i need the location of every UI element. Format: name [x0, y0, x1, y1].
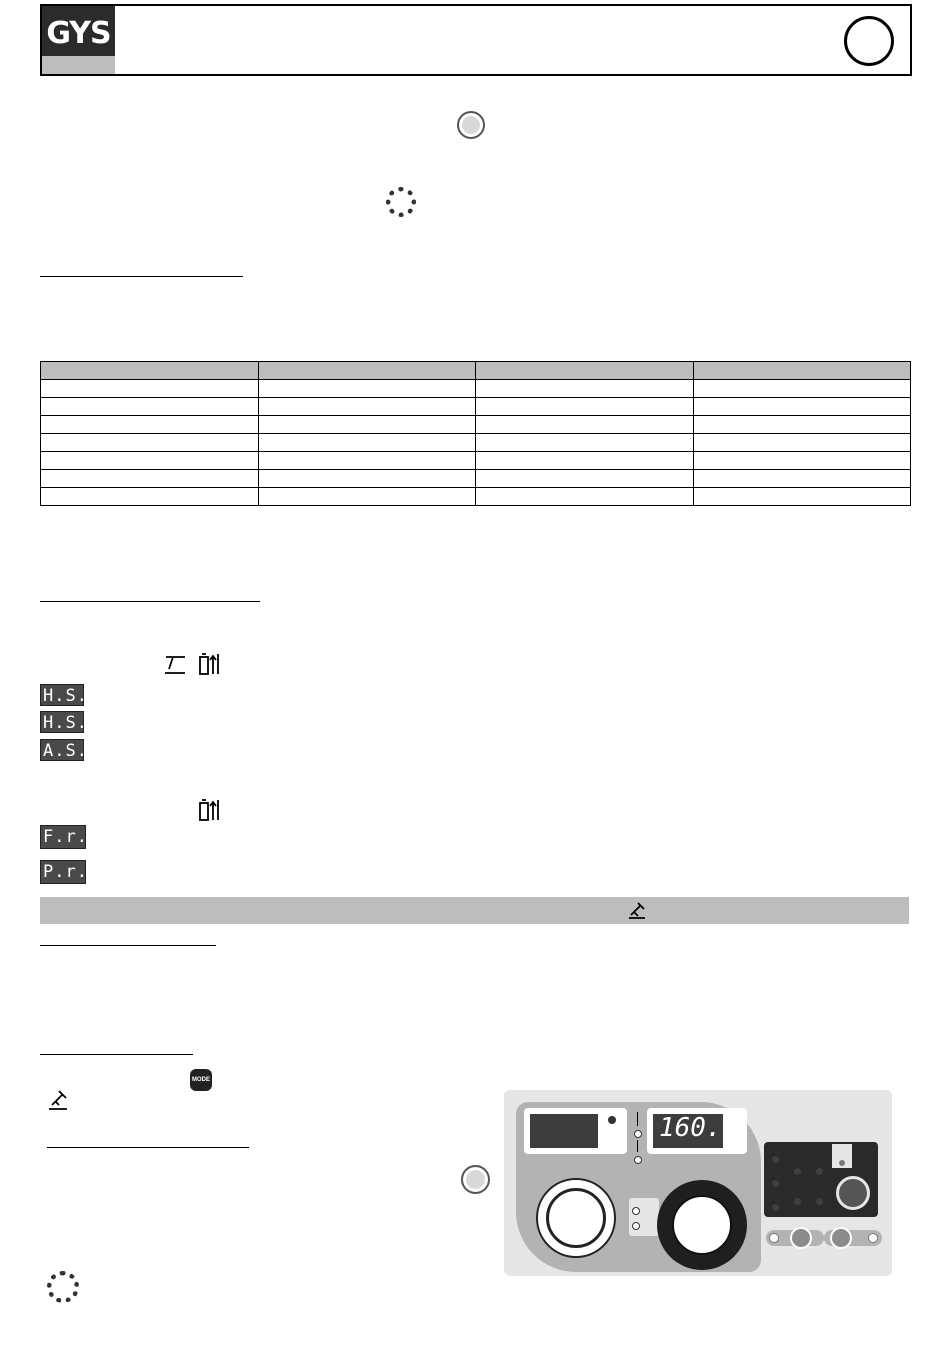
indicator-led — [794, 1168, 801, 1175]
process-selector-box — [764, 1142, 878, 1217]
section-heading-underline — [40, 601, 260, 602]
indicator-led — [608, 1116, 616, 1124]
table-cell — [693, 470, 911, 488]
indicator-led — [772, 1204, 779, 1211]
selector-dial — [836, 1176, 870, 1210]
table-row — [41, 488, 911, 506]
left-knob — [546, 1188, 606, 1248]
table-cell — [693, 488, 911, 506]
lcd-code-prc: P.r.c. — [40, 860, 86, 884]
table-cell — [258, 398, 476, 416]
lcd-code-as: A.S. — [40, 739, 84, 761]
table-row — [41, 470, 911, 488]
indicator-led — [769, 1233, 779, 1243]
encoder-led-ring — [657, 1180, 747, 1270]
indicator-led — [634, 1130, 642, 1138]
table-row — [41, 380, 911, 398]
logo-text: GYS — [46, 16, 111, 51]
lcd-code-hst: H.S.t. — [40, 711, 84, 733]
indicator-led — [632, 1207, 640, 1215]
mode-indicator-box — [629, 1198, 659, 1236]
table-row — [41, 452, 911, 470]
table-cell — [41, 398, 259, 416]
gys-logo — [42, 6, 115, 74]
table-cell — [41, 434, 259, 452]
table-cell — [258, 416, 476, 434]
table-row — [41, 434, 911, 452]
table-cell — [476, 488, 694, 506]
table-cell — [41, 452, 259, 470]
table-cell — [476, 380, 694, 398]
table-cell — [693, 434, 911, 452]
indicator-led — [816, 1168, 823, 1175]
table-header-cell — [258, 362, 476, 380]
lcd-code-hs: H.S. — [40, 684, 84, 706]
left-display-frame — [524, 1108, 627, 1154]
encoder-dial-icon — [47, 1271, 79, 1303]
indicator-led — [632, 1222, 640, 1230]
table-cell — [41, 470, 259, 488]
table-cell — [693, 398, 911, 416]
gas-bottle-icon — [198, 798, 222, 822]
electrode-holder-icon — [46, 1088, 70, 1112]
table-cell — [258, 470, 476, 488]
section-heading-underline — [40, 1054, 193, 1055]
display-value: 160. — [659, 1113, 722, 1143]
section-title-bar — [40, 897, 909, 924]
table-cell — [258, 452, 476, 470]
right-display-frame — [647, 1108, 747, 1154]
save-icon — [830, 1227, 852, 1249]
settings-table — [40, 361, 911, 506]
table-cell — [476, 434, 694, 452]
table-cell — [258, 380, 476, 398]
torch-icon — [163, 653, 189, 677]
control-panel-illustration — [504, 1090, 892, 1276]
indicator-led — [794, 1198, 801, 1205]
table-cell — [476, 470, 694, 488]
mode-button-icon: MODE — [190, 1069, 212, 1091]
right-display — [653, 1114, 723, 1148]
table-cell — [476, 416, 694, 434]
table-cell — [41, 416, 259, 434]
round-button-icon — [461, 1165, 490, 1194]
round-button-icon — [457, 111, 485, 139]
indicator-led — [634, 1156, 642, 1164]
logo-strip — [42, 56, 115, 74]
gas-bottle-icon — [198, 652, 222, 676]
table-cell — [41, 488, 259, 506]
language-circle-icon — [844, 16, 894, 66]
encoder-dial-icon — [386, 187, 416, 217]
table-header-cell — [693, 362, 911, 380]
lock-icon — [790, 1227, 812, 1249]
left-knob-ring — [536, 1178, 616, 1258]
table-cell — [258, 488, 476, 506]
table-cell — [476, 452, 694, 470]
table-cell — [693, 416, 911, 434]
indicator-strip — [632, 1112, 644, 1162]
table-header-row — [41, 362, 911, 380]
table-cell — [693, 380, 911, 398]
table-cell — [693, 452, 911, 470]
table-cell — [258, 434, 476, 452]
section-heading-underline — [47, 1147, 249, 1148]
table-cell — [41, 380, 259, 398]
left-display — [530, 1114, 598, 1148]
table-cell — [476, 398, 694, 416]
electrode-mode-highlight — [832, 1144, 852, 1168]
table-header-cell — [476, 362, 694, 380]
indicator-led — [816, 1198, 823, 1205]
indicator-led — [868, 1233, 878, 1243]
table-header-cell — [41, 362, 259, 380]
encoder-knob — [672, 1195, 732, 1255]
section-heading-underline — [40, 945, 216, 946]
section-heading-underline — [40, 276, 243, 277]
electrode-holder-icon — [626, 901, 648, 921]
table-row — [41, 398, 911, 416]
lcd-code-fre: F.r.E. — [40, 825, 86, 849]
page-header — [40, 4, 912, 76]
indicator-led — [839, 1160, 845, 1166]
indicator-led — [772, 1180, 779, 1187]
table-row — [41, 416, 911, 434]
indicator-led — [772, 1156, 779, 1163]
lock-pill — [766, 1230, 824, 1246]
save-pill — [824, 1230, 882, 1246]
